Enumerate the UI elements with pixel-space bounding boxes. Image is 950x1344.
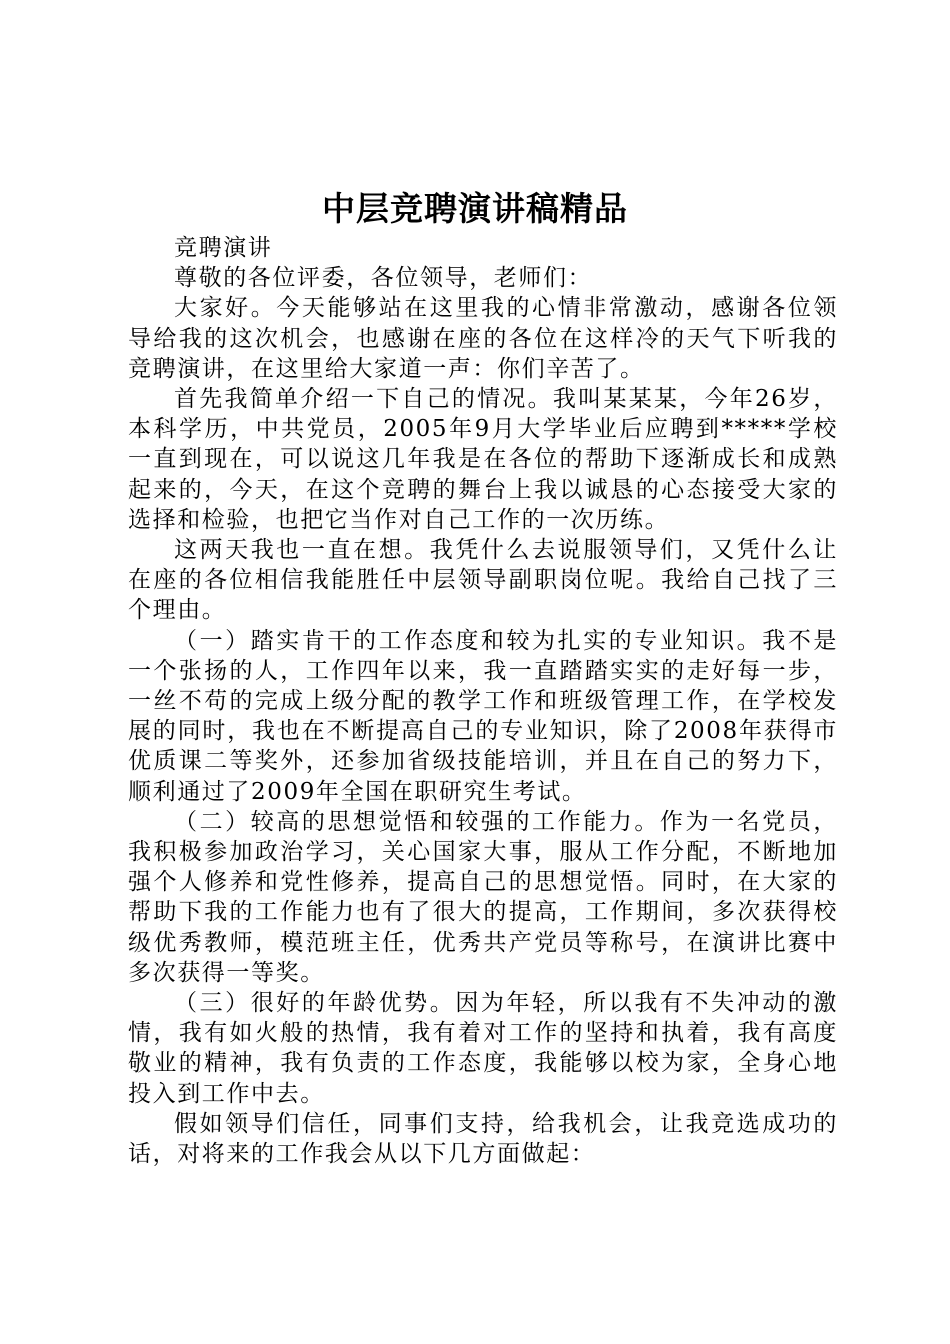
paragraph: 首先我简单介绍一下自己的情况。我叫某某某，今年26岁，本科学历，中共党员，2005年9月大学毕业后应聘到*****学校一直到现在，可以说这几年我是在各位的帮助下逐渐成长和成熟起来的，今天，在这个竞聘的舞台上我以诚恳的心态接受大家的选择和检验，也把它当作对自己工作的一次历练。 [128, 386, 838, 533]
paragraph: （二）较高的思想觉悟和较强的工作能力。作为一名党员，我积极参加政治学习，关心国家大事，服从工作分配，不断地加强个人修养和党性修养，提高自己的思想觉悟。同时，在大家的帮助下我的工作能力也有了很大的提高，工作期间，多次获得校级优秀教师，模范班主任，优秀共产党员等称号，在演讲比赛中多次获得一等奖。 [128, 808, 838, 986]
paragraph: （一）踏实肯干的工作态度和较为扎实的专业知识。我不是一个张扬的人，工作四年以来，我一直踏踏实实的走好每一步，一丝不苟的完成上级分配的教学工作和班级管理工作，在学校发展的同时，我也在不断提高自己的专业知识，除了2008年获得市优质课二等奖外，还参加省级技能培训，并且在自己的努力下，顺利通过了2009年全国在职研究生考试。 [128, 627, 838, 805]
document-body [128, 233, 838, 1169]
paragraph: 大家好。今天能够站在这里我的心情非常激动，感谢各位领导给我的这次机会，也感谢在座的各位在这样冷的天气下听我的竞聘演讲，在这里给大家道一声：你们辛苦了。 [128, 295, 838, 382]
paragraph: 尊敬的各位评委，各位领导，老师们： [174, 265, 593, 292]
document-title: 中层竞聘演讲稿精品 [322, 189, 628, 228]
paragraph: 竞聘演讲 [174, 235, 273, 261]
paragraph: 假如领导们信任，同事们支持，给我机会，让我竞选成功的话，对将来的工作我会从以下几方面做起： [128, 1110, 838, 1168]
paragraph: 这两天我也一直在想。我凭什么去说服领导们，又凭什么让在座的各位相信我能胜任中层领导副职岗位呢。我给自己找了三个理由。 [128, 537, 838, 624]
paragraph: （三）很好的年龄优势。因为年轻，所以我有不失冲动的激情，我有如火般的热情，我有着对工作的坚持和执着，我有高度敬业的精神，我有负责的工作态度，我能够以校为家，全身心地投入到工作中去。 [128, 990, 838, 1107]
